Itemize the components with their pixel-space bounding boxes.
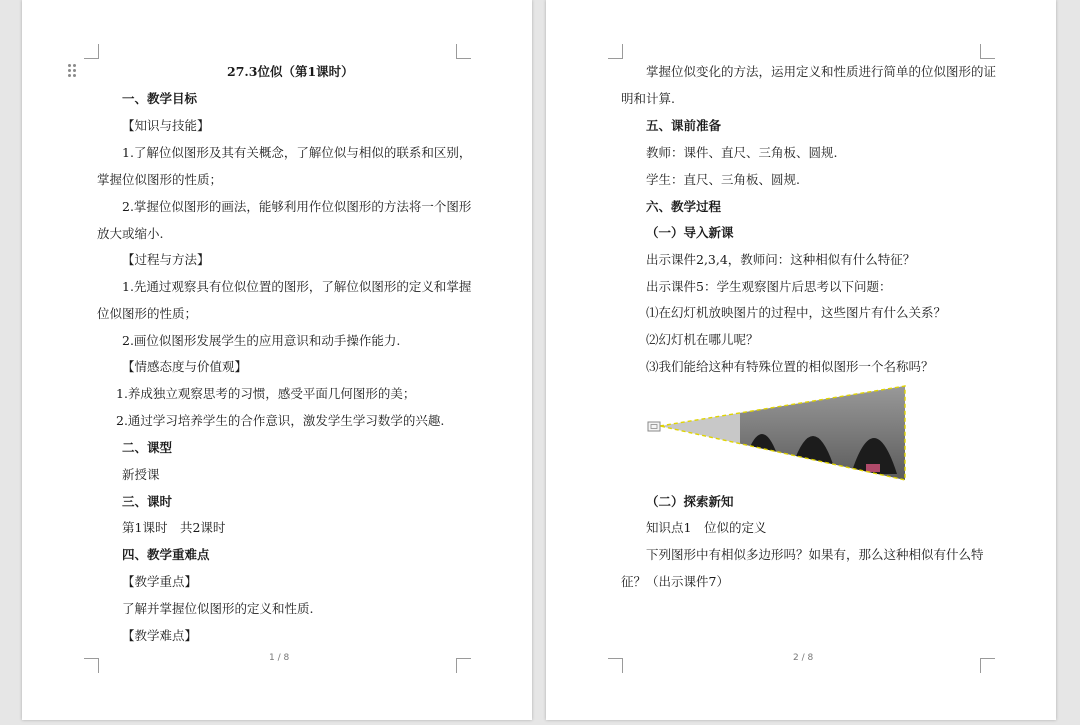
projector-figure <box>646 384 910 482</box>
subsection-heading: 【教学难点】 <box>122 628 198 643</box>
subsection-heading: 【情感态度与价值观】 <box>122 359 248 374</box>
paragraph-line: 掌握位似图形的性质； <box>97 172 223 187</box>
subsection-heading: 【教学重点】 <box>122 574 198 589</box>
drag-handle-icon[interactable] <box>68 64 78 78</box>
paragraph-line: 掌握位似变化的方法，运用定义和性质进行简单的位似图形的证 <box>646 64 997 79</box>
section-heading: 一、教学目标 <box>122 91 198 106</box>
question-line: ⑴在幻灯机放映图片的过程中，这些图片有什么关系？ <box>646 305 947 320</box>
document-page-2 <box>546 0 1056 720</box>
paragraph-line: 新授课 <box>122 467 160 482</box>
section-heading: 四、教学重难点 <box>122 547 210 562</box>
paragraph-line: 征？（出示课件7） <box>621 574 729 589</box>
paragraph-line: 2.通过学习培养学生的合作意识，激发学生学习数学的兴趣. <box>116 413 445 428</box>
crop-mark <box>84 658 99 673</box>
paragraph-line: 明和计算. <box>621 91 675 106</box>
section-heading: 五、课前准备 <box>646 118 722 133</box>
question-line: ⑵幻灯机在哪儿呢？ <box>646 332 759 347</box>
paragraph-line: 2.画位似图形发展学生的应用意识和动手操作能力. <box>122 333 401 348</box>
crop-mark <box>456 658 471 673</box>
crop-mark <box>608 44 623 59</box>
paragraph-line: 知识点1 位似的定义 <box>646 520 767 535</box>
paragraph-line: 1.养成独立观察思考的习惯，感受平面几何图形的美； <box>116 386 416 401</box>
document-title: 27.3位似（第1课时） <box>227 64 354 79</box>
paragraph-line: 第1课时 共2课时 <box>122 520 226 535</box>
paragraph-line: 学生：直尺、三角板、圆规. <box>646 172 800 187</box>
paragraph-line: 位似图形的性质； <box>97 306 198 321</box>
paragraph-line: 1.了解位似图形及其有关概念，了解位似与相似的联系和区别， <box>122 145 472 160</box>
crop-mark <box>980 44 995 59</box>
subsection-heading: （一）导入新课 <box>646 225 734 240</box>
section-heading: 六、教学过程 <box>646 199 722 214</box>
crop-mark <box>456 44 471 59</box>
paragraph-line: 出示课件5：学生观察图片后思考以下问题： <box>646 279 892 294</box>
paragraph-line: 放大或缩小. <box>97 226 164 241</box>
paragraph-line: 1.先通过观察具有位似位置的图形，了解位似图形的定义和掌握 <box>122 279 472 294</box>
projector-icon <box>648 422 660 431</box>
subsection-heading: （二）探索新知 <box>646 494 734 509</box>
section-heading: 三、课时 <box>122 494 173 509</box>
subsection-heading: 【知识与技能】 <box>122 118 210 133</box>
paragraph-line: 教师：课件、直尺、三角板、圆规. <box>646 145 838 160</box>
paragraph-line: 2.掌握位似图形的画法，能够利用作位似图形的方法将一个图形 <box>122 199 472 214</box>
page-number: 1 / 8 <box>269 653 290 663</box>
document-page-1 <box>22 0 532 720</box>
page-number: 2 / 8 <box>793 653 814 663</box>
section-heading: 二、课型 <box>122 440 173 455</box>
paragraph-line: 下列图形中有相似多边形吗？如果有，那么这种相似有什么特 <box>646 547 984 562</box>
paragraph-line: 出示课件2,3,4，教师问：这种相似有什么特征？ <box>646 252 916 267</box>
paragraph-line: 了解并掌握位似图形的定义和性质. <box>122 601 314 616</box>
question-line: ⑶我们能给这种有特殊位置的相似图形一个名称吗？ <box>646 359 934 374</box>
crop-mark <box>84 44 99 59</box>
crop-mark <box>980 658 995 673</box>
subsection-heading: 【过程与方法】 <box>122 252 210 267</box>
crop-mark <box>608 658 623 673</box>
